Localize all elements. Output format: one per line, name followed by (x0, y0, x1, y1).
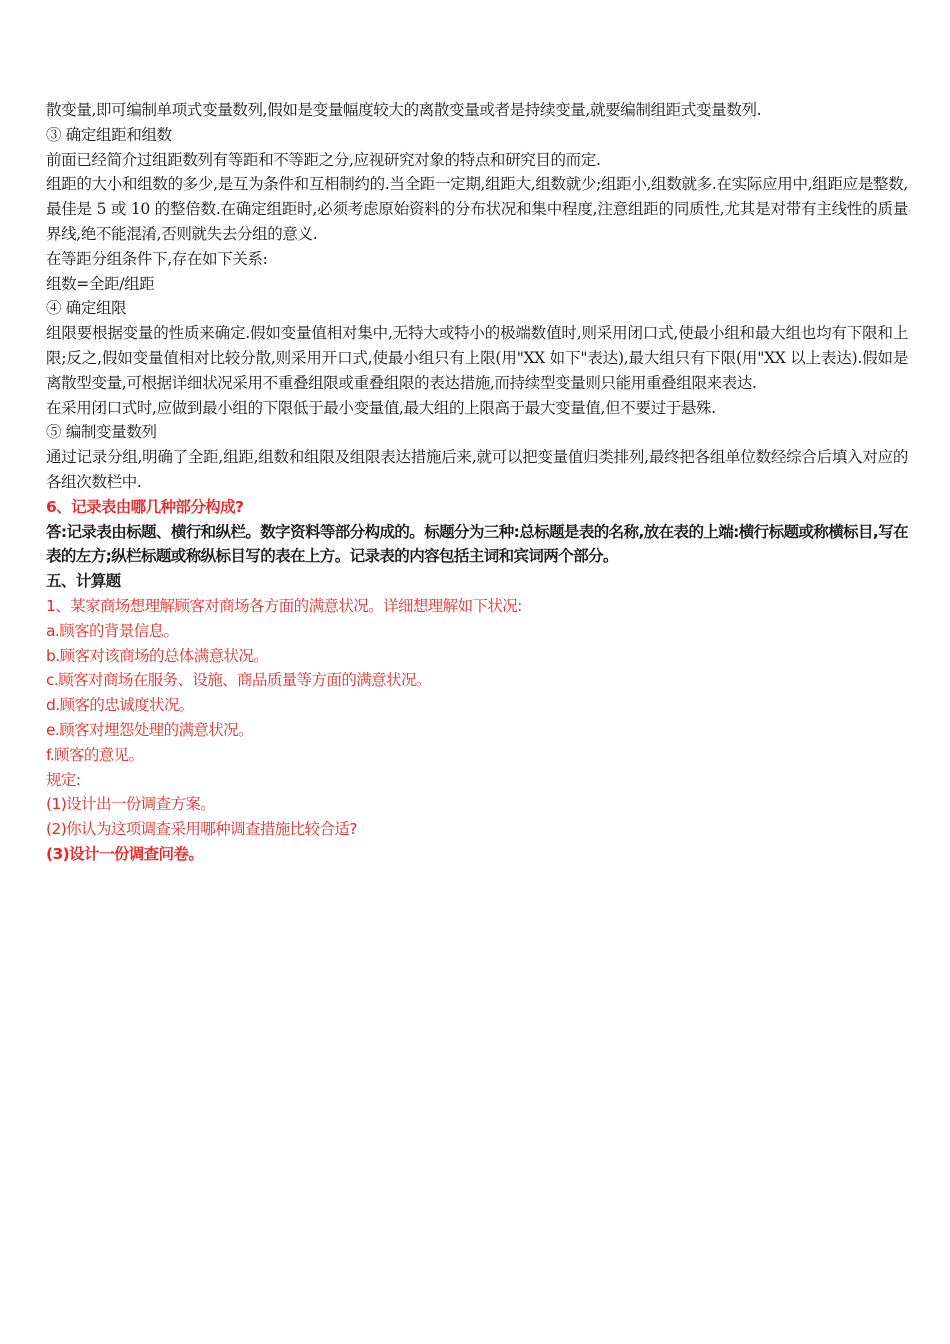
list-item: d.顾客的忠诚度状况。 (46, 696, 194, 715)
subheading-4: ④ 确定组限 (46, 299, 127, 318)
list-item: f.顾客的意见。 (46, 745, 144, 764)
paragraph-1: 散变量,即可编制单项式变量数列,假如是变量幅度较大的离散变量或者是持续变量,就要编制组距式变量数列. (46, 101, 762, 119)
list-item: e.顾客对埋怨处理的满意状况。 (46, 720, 253, 739)
paragraph-5: 组限要根据变量的性质来确定.假如变量值相对集中,无特大或特小的极端数值时,则采用闭口式,使最小组和最大组也均有下限和上限;反之,假如变量值相对比较分散,则采用开口式,使最小组只有上限(用"XX 如下"表达),最大组只有下限(用"XX 以上表达).假如是离散型变量,可根据详细状况采用不重叠组限或重叠组限的表达措施,而持续型变量则只能用重叠组限来表达. (46, 324, 908, 392)
list-item: b.顾客对该商场的总体满意状况。 (46, 646, 269, 665)
paragraph-3: 组距的大小和组数的多少,是互为条件和互相制约的.当全距一定期,组距大,组数就少;组距小,组数就多.在实际应用中,组距应是整数,最佳是 5 或 10 的整倍数.在确定组距时,必须考虑原始资料的分布状况和集中程度,注意组距的同质性,尤其是对带有主线性的质量界线,绝不能混淆,否则就失去分组的意义. (46, 175, 908, 243)
paragraph-4: 在等距分组条件下,存在如下关系: (46, 249, 268, 268)
rule-label: 规定: (46, 770, 81, 789)
subheading-5: ⑤ 编制变量数列 (46, 423, 157, 442)
list-item: c.顾客对商场在服务、设施、商品质量等方面的满意状况。 (46, 671, 431, 690)
paragraph-6: 在采用闭口式时,应做到最小组的下限低于最小变量值,最大组的上限高于最大变量值,但不要过于悬殊. (46, 398, 716, 417)
document-body (46, 98, 908, 867)
question-6: 6、记录表由哪几种部分构成? (46, 497, 244, 516)
answer-6: 答:记录表由标题、横行和纵栏。数字资料等部分构成的。标题分为三种:总标题是表的名称,放在表的上端:横行标题或称横标目,写在表的左方;纵栏标题或称纵标目写的表在上方。记录表的内容包括主词和宾词两个部分。 (46, 522, 908, 566)
formula: 组数=全距/组距 (46, 274, 155, 293)
calc-question-1: 1、某家商场想理解顾客对商场各方面的满意状况。详细想理解如下状况: (46, 596, 522, 615)
subheading-3: ③ 确定组距和组数 (46, 125, 172, 144)
task-item: (1)设计出一份调查方案。 (46, 795, 216, 814)
section-heading-calc: 五、计算题 (46, 572, 121, 591)
task-item: (2)你认为这项调查采用哪种调查措施比较合适? (46, 820, 357, 839)
paragraph-7: 通过记录分组,明确了全距,组距,组数和组限及组限表达措施后来,就可以把变量值归类排列,最终把各组单位数经综合后填入对应的各组次数栏中. (46, 448, 908, 491)
list-item: a.顾客的背景信息。 (46, 621, 179, 640)
paragraph-2: 前面已经简介过组距数列有等距和不等距之分,应视研究对象的特点和研究目的而定. (46, 150, 601, 169)
task-item: (3)设计一份调查问卷。 (46, 844, 204, 863)
